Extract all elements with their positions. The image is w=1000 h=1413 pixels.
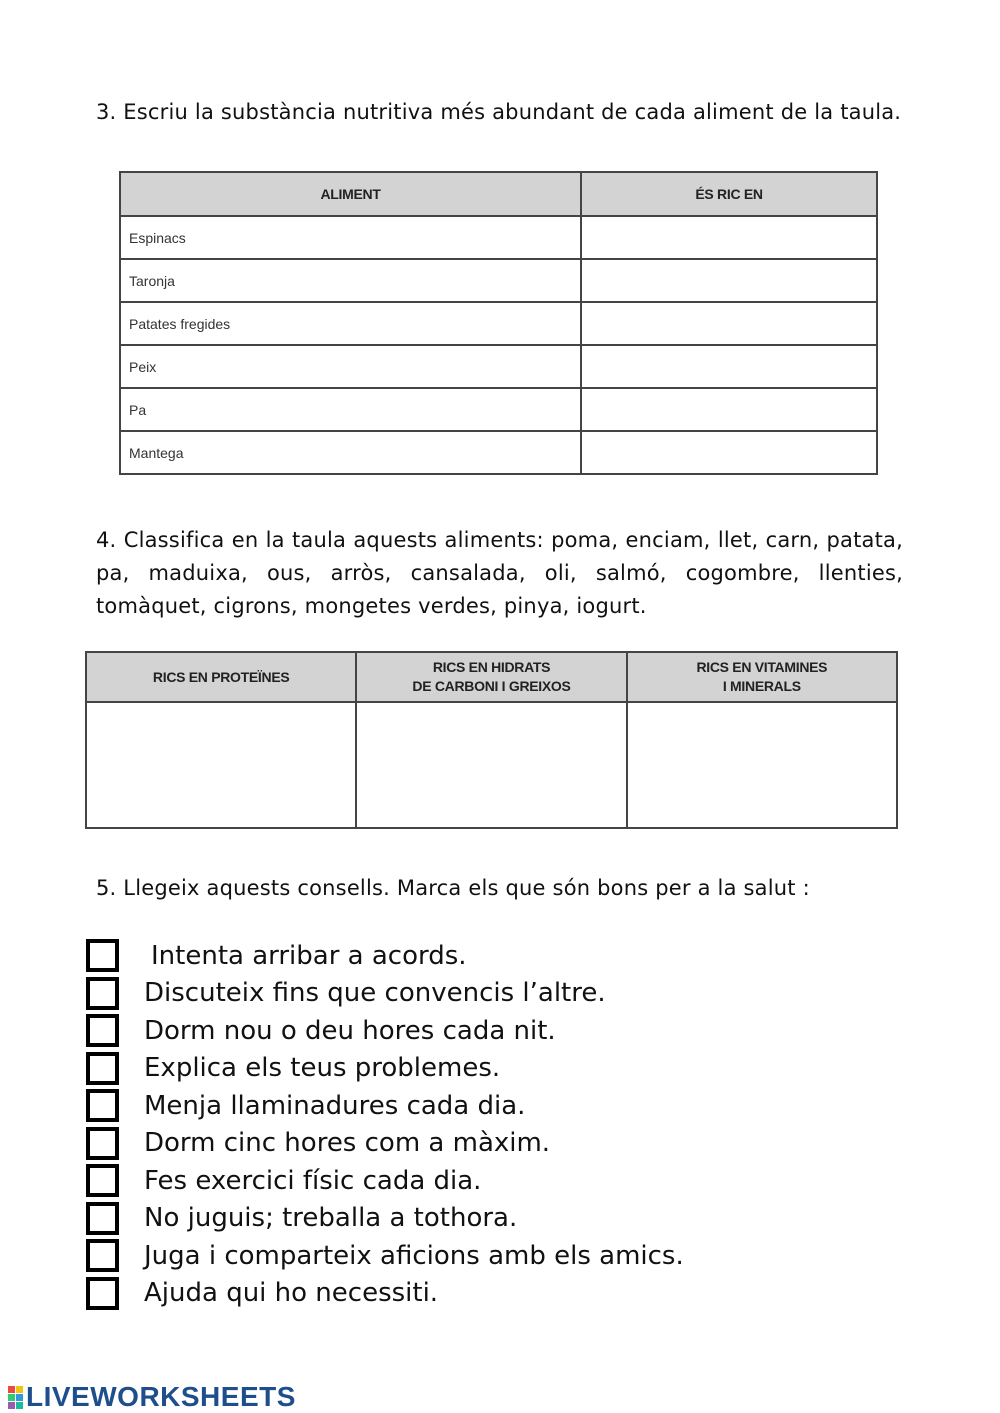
table-row	[120, 345, 877, 388]
answer-cell[interactable]	[581, 259, 877, 302]
logo-square	[8, 1386, 15, 1393]
checkbox[interactable]	[86, 1202, 119, 1235]
advice-text: Dorm cinc hores com a màxim.	[144, 1128, 551, 1159]
answer-cell[interactable]	[581, 216, 877, 259]
advice-text: Fes exercici físic cada dia.	[144, 1165, 482, 1196]
table-row	[120, 302, 877, 345]
food-name: Espinacs	[120, 216, 581, 259]
food-name: Mantega	[120, 431, 581, 474]
liveworksheets-logo[interactable]	[8, 1381, 296, 1413]
logo-text: LIVEWORKSHEETS	[26, 1381, 296, 1412]
question-3-text: 3. Escriu la substància nutritiva més abundant de cada aliment de la taula.	[96, 100, 902, 124]
advice-list	[86, 937, 684, 1312]
answer-cell[interactable]	[581, 388, 877, 431]
checkbox[interactable]	[86, 1127, 119, 1160]
header-line: I MINERALS	[722, 678, 801, 694]
food-name: Peix	[120, 345, 581, 388]
table-row	[120, 431, 877, 474]
classification-table	[85, 651, 898, 829]
header-proteins	[86, 652, 356, 702]
list-item	[86, 1087, 684, 1125]
list-item	[86, 1200, 684, 1238]
header-es-ric-en: ÉS RIC EN	[581, 172, 877, 216]
checkbox[interactable]	[86, 1089, 119, 1122]
header-line: RICS EN VITAMINES	[696, 659, 828, 675]
checkbox[interactable]	[86, 977, 119, 1010]
checkbox[interactable]	[86, 1014, 119, 1047]
header-vitamins-minerals	[627, 652, 897, 702]
table-row	[86, 702, 897, 828]
header-aliment: ALIMENT	[120, 172, 581, 216]
food-name: Pa	[120, 388, 581, 431]
advice-text: Menja llaminadures cada dia.	[144, 1090, 526, 1121]
checkbox[interactable]	[86, 1277, 119, 1310]
logo-square	[16, 1386, 23, 1393]
advice-text: Discuteix fins que convencis l’altre.	[144, 978, 606, 1009]
list-item	[86, 1275, 684, 1313]
header-carbs-fats	[356, 652, 626, 702]
advice-text: Intenta arribar a acords.	[151, 940, 467, 971]
logo-square	[8, 1402, 15, 1409]
logo-square	[8, 1394, 15, 1401]
list-item	[86, 1237, 684, 1275]
header-line: RICS EN HIDRATS	[432, 659, 551, 675]
table-row	[120, 259, 877, 302]
answer-cell[interactable]	[581, 345, 877, 388]
advice-text: Ajuda qui ho necessiti.	[144, 1278, 439, 1309]
carbs-fats-drop-area[interactable]	[356, 702, 626, 828]
answer-cell[interactable]	[581, 431, 877, 474]
advice-text: Juga i comparteix aficions amb els amics.	[144, 1240, 684, 1271]
food-name: Patates fregides	[120, 302, 581, 345]
advice-text: Dorm nou o deu hores cada nit.	[144, 1015, 556, 1046]
question-4-text: 4. Classifica en la taula aquests aliments: poma, enciam, llet, carn, patata, pa, maduixa, ous, arròs, cansalada, oli, salmó, cogombre, llenties, tomàquet, cigrons, mongetes verdes, pinya, iogurt.	[96, 528, 903, 618]
checkbox[interactable]	[86, 939, 119, 972]
list-item	[86, 1050, 684, 1088]
list-item	[86, 1012, 684, 1050]
answer-cell[interactable]	[581, 302, 877, 345]
vitamins-minerals-drop-area[interactable]	[627, 702, 897, 828]
list-item	[86, 1162, 684, 1200]
proteins-drop-area[interactable]	[86, 702, 356, 828]
logo-icon	[8, 1386, 23, 1409]
table-row	[120, 216, 877, 259]
checkbox[interactable]	[86, 1239, 119, 1272]
advice-text: No juguis; treballa a tothora.	[144, 1203, 518, 1234]
header-line: RICS EN PROTEÏNES	[152, 668, 290, 685]
nutrient-table	[119, 171, 878, 475]
advice-text: Explica els teus problemes.	[144, 1053, 501, 1084]
logo-square	[16, 1394, 23, 1401]
header-line: DE CARBONI I GREIXOS	[412, 678, 571, 694]
list-item	[86, 1125, 684, 1163]
list-item	[86, 937, 684, 975]
list-item	[86, 975, 684, 1013]
checkbox[interactable]	[86, 1052, 119, 1085]
food-name: Taronja	[120, 259, 581, 302]
logo-square	[16, 1402, 23, 1409]
question-5-text: 5. Llegeix aquests consells. Marca els que són bons per a la salut :	[96, 876, 810, 900]
checkbox[interactable]	[86, 1164, 119, 1197]
table-row	[120, 388, 877, 431]
